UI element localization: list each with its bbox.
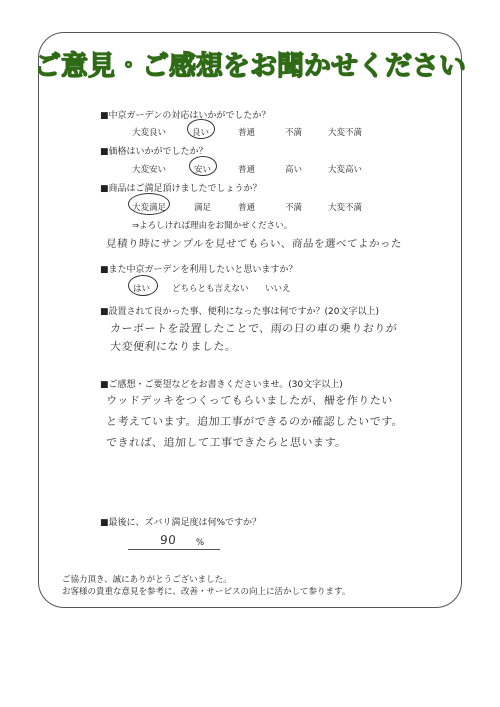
percent-unit: %: [196, 538, 205, 548]
option-good[interactable]: 良い: [192, 128, 210, 138]
option-neither[interactable]: どちらとも言えない: [172, 284, 249, 294]
option-satisfied[interactable]: 満足: [194, 203, 212, 213]
selection-circle: [189, 156, 217, 176]
option-yes[interactable]: はい: [133, 284, 151, 294]
question-price: ■価格はいかがでしたか？: [100, 147, 208, 157]
selection-circle: [187, 119, 215, 139]
benefit-answer-line-1[interactable]: カーポートを設置したことで、雨の日の車の乗りおりが: [109, 322, 398, 335]
option-dissatisfied[interactable]: 不満: [285, 203, 303, 213]
question-reuse: ■また中京ガーデンを利用したいと思いますか？: [100, 265, 298, 275]
option-very-satisfied[interactable]: 大変満足: [132, 203, 167, 213]
option-very-dissatisfied[interactable]: 大変不満: [328, 128, 363, 138]
comments-answer-line-3[interactable]: できれば、追加して工事できたらと思います。: [105, 436, 348, 449]
option-very-dissatisfied[interactable]: 大変不満: [328, 203, 363, 213]
question-comments: ■ご感想・ご要望などをお書きくださいませ。(30文字以上): [100, 380, 343, 390]
option-very-cheap[interactable]: 大変安い: [132, 165, 167, 175]
reason-answer[interactable]: 見積り時にサンプルを見せてもらい、商品を選べてよかった: [105, 238, 403, 250]
answer-underline: [128, 549, 220, 550]
option-dissatisfied[interactable]: 不満: [285, 128, 303, 138]
comments-answer-line-1[interactable]: ウッドデッキをつくってもらいましたが、柵を作りたい: [105, 394, 394, 407]
question-benefit: ■設置されて良かった事、便利になった事は何ですか？(20文字以上): [100, 307, 379, 317]
question-satisfaction: ■最後に、ズバリ満足度は何%ですか？: [100, 518, 262, 528]
footer-note: お客様の貴重な意見を参考に、改善・サービスの向上に活かして参ります。: [62, 587, 351, 597]
selection-circle: [128, 193, 170, 215]
option-normal[interactable]: 普通: [238, 128, 256, 138]
question-service: ■中京ガーデンの対応はいかがでしたか？: [100, 111, 271, 121]
question-product: ■商品はご満足頂けましたでしょうか？: [100, 184, 262, 194]
option-very-good[interactable]: 大変良い: [132, 128, 167, 138]
comments-answer-line-2[interactable]: と考えています。追加工事ができるのか確認したいです。: [105, 415, 404, 428]
footer-thanks: ご協力頂き、誠にありがとうございました。: [62, 575, 232, 585]
benefit-answer-line-2[interactable]: 大変便利になりました。: [109, 340, 237, 353]
reason-prompt: ⇒よろしければ理由をお聞かせください。: [132, 221, 293, 231]
option-very-expensive[interactable]: 大変高い: [328, 165, 363, 175]
selection-circle: [128, 275, 158, 296]
option-normal[interactable]: 普通: [238, 165, 256, 175]
option-cheap[interactable]: 安い: [194, 165, 212, 175]
survey-title: ご意見・ご感想をお聞かせください: [34, 51, 466, 82]
option-expensive[interactable]: 高い: [285, 165, 303, 175]
satisfaction-answer[interactable]: 90: [159, 533, 177, 547]
option-no[interactable]: いいえ: [265, 284, 291, 294]
option-normal[interactable]: 普通: [238, 203, 256, 213]
